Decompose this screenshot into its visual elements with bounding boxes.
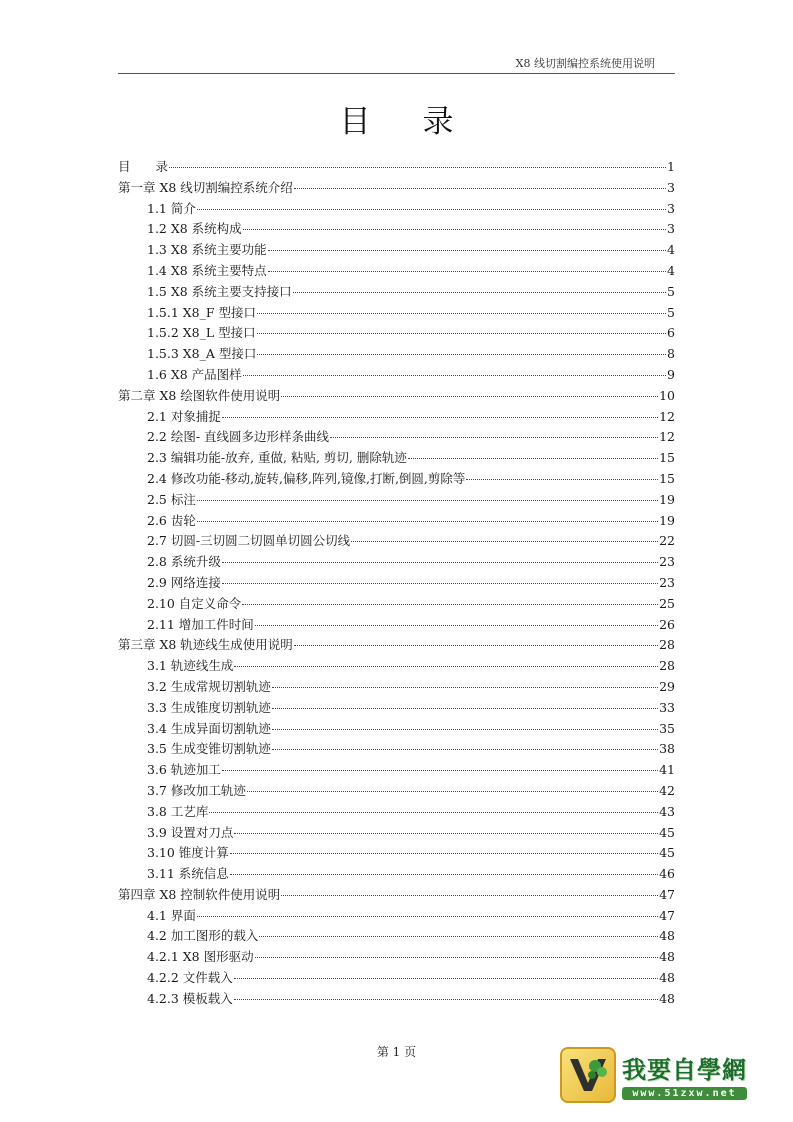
toc-entry-title: 2.10 自定义命令	[147, 595, 242, 611]
toc-entry-page: 48	[659, 949, 675, 965]
toc-dot-leader	[257, 354, 666, 355]
toc-entry-page: 4	[667, 262, 675, 278]
toc-entry-title: 2.2 绘图- 直线圆多边形样条曲线	[147, 429, 330, 445]
toc-entry-title: 目 录	[118, 159, 169, 174]
toc-entry[interactable]	[118, 823, 675, 844]
toc-entry-title: 3.11 系统信息	[147, 866, 229, 882]
toc-entry-page: 28	[659, 658, 675, 674]
toc-dot-leader	[259, 936, 658, 937]
toc-entry-title: 2.6 齿轮	[147, 512, 196, 528]
toc-entry[interactable]	[118, 427, 675, 448]
toc-entry-page: 19	[659, 491, 675, 507]
toc-entry[interactable]	[118, 282, 675, 303]
toc-dot-leader	[281, 396, 658, 397]
toc-entry-title: 1.1 简介	[147, 200, 196, 216]
toc-entry[interactable]	[118, 677, 675, 698]
toc-dot-leader	[243, 229, 666, 230]
toc-entry-page: 23	[659, 574, 675, 590]
running-header: X8 线切割编控系统使用说明	[515, 57, 655, 70]
toc-entry[interactable]	[118, 219, 675, 240]
toc-dot-leader	[330, 437, 658, 438]
toc-entry-title: 3.4 生成异面切割轨迹	[147, 720, 271, 736]
toc-entry[interactable]	[118, 240, 675, 261]
toc-entry[interactable]	[118, 989, 675, 1010]
toc-dot-leader	[197, 209, 666, 210]
toc-entry-title: 4.2.2 文件载入	[147, 970, 233, 986]
toc-entry-page: 19	[659, 512, 675, 528]
toc-entry[interactable]	[118, 656, 675, 677]
page-number-footer: 第 1 页	[376, 1045, 417, 1059]
toc-entry[interactable]	[118, 594, 675, 615]
toc-entry-title: 第二章 X8 绘图软件使用说明	[118, 387, 281, 403]
toc-entry-page: 29	[659, 678, 675, 694]
toc-entry[interactable]	[118, 178, 675, 199]
toc-dot-leader	[222, 417, 658, 418]
toc-entry-page: 38	[659, 741, 675, 757]
toc-dot-leader	[257, 333, 666, 334]
site-watermark	[560, 1045, 770, 1105]
toc-entry-title: 1.6 X8 产品图样	[147, 366, 242, 382]
toc-entry[interactable]	[118, 615, 675, 636]
toc-entry-page: 4	[667, 242, 675, 258]
toc-entry-title: 第四章 X8 控制软件使用说明	[118, 886, 281, 902]
toc-entry-page: 26	[659, 616, 675, 632]
toc-entry-title: 3.2 生成常规切割轨迹	[147, 678, 271, 694]
toc-entry[interactable]	[118, 719, 675, 740]
toc-dot-leader	[255, 625, 658, 626]
toc-entry[interactable]	[118, 843, 675, 864]
toc-dot-leader	[247, 791, 658, 792]
toc-entry[interactable]	[118, 926, 675, 947]
toc-dot-leader	[257, 313, 666, 314]
toc-entry-page: 47	[659, 886, 675, 902]
toc-entry[interactable]	[118, 573, 675, 594]
toc-entry-title: 3.10 锥度计算	[147, 845, 229, 861]
toc-entry-title: 2.9 网络连接	[147, 574, 221, 590]
toc-entry[interactable]	[118, 635, 675, 656]
toc-entry-title: 2.4 修改功能-移动,旋转,偏移,阵列,镜像,打断,倒圆,剪除等	[147, 470, 466, 486]
toc-entry-title: 1.5.3 X8_A 型接口	[147, 346, 257, 362]
toc-entry[interactable]	[118, 323, 675, 344]
toc-entry-title: 2.1 对象捕捉	[147, 408, 221, 424]
toc-entry-title: 第一章 X8 线切割编控系统介绍	[118, 179, 293, 195]
toc-entry[interactable]	[118, 199, 675, 220]
toc-entry[interactable]	[118, 511, 675, 532]
toc-entry-page: 12	[659, 429, 675, 445]
watermark-brand: 我要自學網	[622, 1056, 747, 1084]
toc-entry-title: 2.5 标注	[147, 491, 196, 507]
toc-entry-page: 23	[659, 554, 675, 570]
toc-entry-page: 8	[667, 346, 675, 362]
toc-entry-title: 4.2.3 模板载入	[147, 990, 233, 1006]
toc-entry-page: 43	[659, 803, 675, 819]
toc-entry-title: 3.8 工艺库	[147, 803, 209, 819]
toc-dot-leader	[197, 500, 658, 501]
toc-dot-leader	[281, 895, 658, 896]
toc-entry-title: 1.3 X8 系统主要功能	[147, 242, 267, 258]
toc-entry-title: 2.7 切圆-三切圆二切圆单切圆公切线	[147, 533, 351, 549]
toc-entry-page: 45	[659, 845, 675, 861]
toc-dot-leader	[243, 375, 666, 376]
toc-entry[interactable]	[118, 864, 675, 885]
toc-entry-title: 2.11 增加工件时间	[147, 616, 254, 632]
page-title: 目录	[339, 104, 506, 140]
toc-dot-leader	[255, 957, 658, 958]
toc-entry-page: 22	[659, 533, 675, 549]
toc-dot-leader	[197, 521, 658, 522]
toc-entry-page: 48	[659, 928, 675, 944]
toc-entry[interactable]	[118, 261, 675, 282]
toc-entry-page: 28	[659, 637, 675, 653]
toc-entry-page: 3	[667, 221, 675, 237]
watermark-url: www.51zxw.net	[622, 1087, 747, 1100]
toc-entry[interactable]	[118, 968, 675, 989]
toc-dot-leader	[351, 541, 658, 542]
toc-entry[interactable]	[118, 531, 675, 552]
toc-entry-page: 6	[667, 325, 675, 341]
toc-entry[interactable]	[118, 407, 675, 428]
toc-dot-leader	[169, 167, 666, 168]
toc-dot-leader	[230, 853, 658, 854]
toc-entry-page: 10	[659, 387, 675, 403]
toc-dot-leader	[272, 708, 658, 709]
toc-dot-leader	[230, 874, 658, 875]
toc-entry[interactable]	[118, 552, 675, 573]
toc-dot-leader	[272, 729, 658, 730]
toc-entry[interactable]	[118, 760, 675, 781]
toc-entry-title: 3.9 设置对刀点	[147, 824, 234, 840]
toc-entry-title: 2.8 系统升级	[147, 554, 221, 570]
toc-entry-title: 3.6 轨迹加工	[147, 762, 221, 778]
toc-entry-page: 25	[659, 595, 675, 611]
toc-entry-page: 46	[659, 866, 675, 882]
toc-entry-title: 1.5.2 X8_L 型接口	[147, 325, 256, 341]
toc-entry[interactable]	[118, 906, 675, 927]
toc-entry[interactable]	[118, 157, 675, 178]
toc-entry-title: 1.5.1 X8_F 型接口	[147, 304, 257, 320]
toc-entry-title: 3.5 生成变锥切割轨迹	[147, 741, 271, 757]
toc-dot-leader	[242, 604, 658, 605]
toc-entry[interactable]	[118, 739, 675, 760]
header-rule	[118, 73, 675, 74]
toc-dot-leader	[209, 812, 658, 813]
toc-entry-title: 第三章 X8 轨迹线生成使用说明	[118, 637, 293, 653]
toc-entry-page: 1	[667, 159, 675, 174]
toc-dot-leader	[268, 250, 666, 251]
toc-entry[interactable]	[118, 365, 675, 386]
toc-entry[interactable]	[118, 781, 675, 802]
toc-dot-leader	[234, 978, 658, 979]
toc-dot-leader	[293, 292, 666, 293]
toc-entry-title: 1.5 X8 系统主要支持接口	[147, 283, 292, 299]
toc-dot-leader	[294, 645, 658, 646]
toc-entry[interactable]	[118, 344, 675, 365]
toc-entry-page: 41	[659, 762, 675, 778]
toc-entry-page: 3	[667, 200, 675, 216]
toc-entry-page: 45	[659, 824, 675, 840]
toc-dot-leader	[272, 749, 658, 750]
toc-dot-leader	[234, 999, 658, 1000]
toc-entry-title: 4.2.1 X8 图形驱动	[147, 949, 254, 965]
toc-entry-title: 3.7 修改加工轨迹	[147, 782, 246, 798]
toc-entry-title: 3.1 轨迹线生成	[147, 658, 234, 674]
toc-dot-leader	[222, 770, 658, 771]
toc-dot-leader	[234, 833, 658, 834]
toc-dot-leader	[197, 916, 658, 917]
toc-entry-title: 4.1 界面	[147, 907, 196, 923]
toc-entry[interactable]	[118, 802, 675, 823]
toc-entry-title: 4.2 加工图形的载入	[147, 928, 259, 944]
watermark-logo-icon	[560, 1047, 616, 1103]
toc-entry[interactable]	[118, 490, 675, 511]
toc-entry-page: 48	[659, 970, 675, 986]
toc-entry-title: 1.4 X8 系统主要特点	[147, 262, 267, 278]
toc-entry[interactable]	[118, 386, 675, 407]
toc-entry-page: 42	[659, 782, 675, 798]
toc-entry[interactable]	[118, 947, 675, 968]
toc-dot-leader	[268, 271, 666, 272]
toc-entry-page: 5	[667, 283, 675, 299]
toc-dot-leader	[234, 666, 658, 667]
toc-dot-leader	[222, 583, 658, 584]
toc-entry-page: 15	[659, 450, 675, 466]
toc-entry[interactable]	[118, 885, 675, 906]
toc-entry[interactable]	[118, 303, 675, 324]
toc-entry[interactable]	[118, 448, 675, 469]
toc-entry-page: 12	[659, 408, 675, 424]
toc-entry-page: 15	[659, 470, 675, 486]
toc-entry-title: 2.3 编辑功能-放弃, 重做, 粘贴, 剪切, 删除轨迹	[147, 450, 407, 466]
toc-entry-page: 3	[667, 179, 675, 195]
toc-dot-leader	[294, 188, 666, 189]
toc-entry-page: 47	[659, 907, 675, 923]
toc-entry-page: 33	[659, 699, 675, 715]
toc-entry[interactable]	[118, 698, 675, 719]
toc-entry[interactable]	[118, 469, 675, 490]
toc-entry-title: 1.2 X8 系统构成	[147, 221, 242, 237]
toc-entry-page: 48	[659, 990, 675, 1006]
toc-entry-page: 35	[659, 720, 675, 736]
toc-dot-leader	[408, 458, 658, 459]
toc-entry-page: 5	[667, 304, 675, 320]
toc-entry-page: 9	[667, 366, 675, 382]
toc-dot-leader	[466, 479, 658, 480]
toc-entry-title: 3.3 生成锥度切割轨迹	[147, 699, 271, 715]
toc-dot-leader	[272, 687, 658, 688]
table-of-contents	[118, 157, 675, 1010]
toc-dot-leader	[222, 562, 658, 563]
